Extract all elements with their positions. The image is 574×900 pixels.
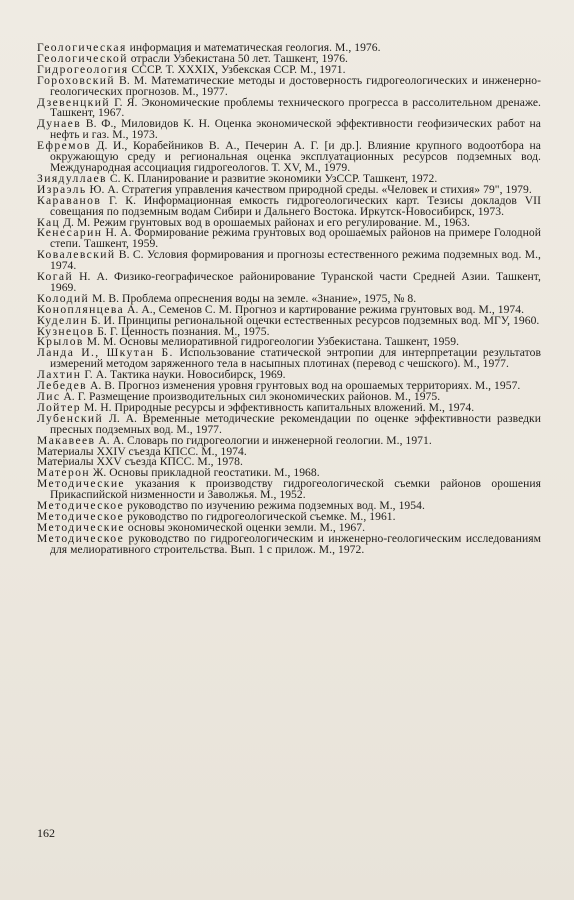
entry-text: СССР. Т. XXXIX, Узбекская ССР. М., 1971. xyxy=(128,62,346,76)
bibliography-entry xyxy=(37,250,541,272)
entry-text: основы экономической оценки земли. М., 1967. xyxy=(124,520,366,534)
entry-author: Кузнецов xyxy=(37,324,95,338)
entry-author: Лахтин xyxy=(37,368,82,382)
bibliography-entry xyxy=(37,411,541,436)
page-number: 162 xyxy=(37,826,55,840)
entry-text: Н. А. Формирование режима грунтовых вод орошаемых районов на примере Голодной степи. Ташкент, 1959. xyxy=(50,226,541,251)
entry-text: Использование статической энтропии для интерпретации результатов измерений методом заряженного тела в насыпных плотинах (перевод с чешского). М., 1977. xyxy=(50,346,541,371)
entry-text: М. М. Основы мелиоративной гидрогеологии Узбекистана. Ташкент, 1959. xyxy=(83,335,460,349)
entry-author: Лис xyxy=(37,390,61,403)
bibliography-entry xyxy=(37,479,541,501)
bibliography-entry xyxy=(37,193,541,218)
entry-text: В. Ф., Миловидов К. Н. Оценка экономической эффективности геофизических работ на нефть и газ. М., 1973. xyxy=(50,117,541,142)
entry-author: Израэль xyxy=(37,182,87,196)
entry-author: Методические xyxy=(37,520,125,534)
entry-text: Л. А. Временные методические рекомендации по оценке эффективности разведки пресных подземных вод. М., 1977. xyxy=(50,411,541,436)
entry-text: информация и математическая геология. М., 1976. xyxy=(126,41,381,54)
entry-text: Д. М. Режим грунтовых вод в орошаемых районах и его регулирование. М., 1963. xyxy=(60,215,470,229)
entry-author: Геологической xyxy=(37,51,128,65)
bibliography-entry xyxy=(37,95,541,120)
entry-text: руководство по гидрогеологической съемке. М., 1961. xyxy=(124,509,396,523)
entry-author: Кенесарин xyxy=(37,226,103,240)
entry-text: Г. К. Информационная емкость гидрогеологических карт. Тезисы докладов VII совещания по подземным водам Сибири и Дальнего Востока. Иркутск-Новосибирск, 1973. xyxy=(50,193,541,218)
entry-author: Когай xyxy=(37,270,74,284)
bibliography-entry xyxy=(37,348,541,370)
entry-author: Куделин xyxy=(37,313,88,327)
entry-text: Д. И., Корабейников В. А., Печерин А. Г. [и др.]. Влияние крупного водоотбора на окружающую среду и региональная оценка эксплуатационных ресурсов подземных вод. Международная ассоциация гидрогеологов. Т. XV, М., 1979. xyxy=(50,139,541,174)
entry-author: Геологическая xyxy=(37,41,127,54)
entry-text: Ю. А. Стратегия управления качеством природной среды. «Человек и стихия» 79", 1979. xyxy=(86,182,532,196)
entry-text: Г. Я. Экономические проблемы технического прогресса в расcолительном дренаже. Ташкент, 1967. xyxy=(50,95,541,120)
entry-text: Б. И. Принципы региональной оцечки естественных ресурсов подземных вод. МГУ, 1960. xyxy=(87,313,540,327)
entry-text: А. А. Словарь по гидрогеологии и инженерной геологии. М., 1971. xyxy=(95,433,432,447)
entry-text: руководство по гидрогеологическим и инженерно-геологическим исследованиям для мелиоративного строительства. Вып. 1 с прилож. М., 1972. xyxy=(50,531,541,556)
entry-author: Гидрогеология xyxy=(37,62,129,76)
entry-author: Методические xyxy=(37,477,125,491)
entry-text: А. А., Семенов С. М. Прогноз и картирование режима грунтовых вод. М., 1974. xyxy=(124,302,525,316)
entry-author: Матерон xyxy=(37,466,90,480)
bibliography-list xyxy=(37,43,541,556)
entry-text: А. В. Прогноз изменения уровня грунтовых вод на орошаемых территориях. М., 1957. xyxy=(87,379,521,393)
entry-author: Караванов xyxy=(37,193,102,207)
entry-author: Дунаев xyxy=(37,117,82,131)
entry-text: Материалы XXV съезда КПСС. М., 1978. xyxy=(37,455,243,469)
entry-author: Коноплянцева xyxy=(37,302,125,316)
bibliography-entry xyxy=(37,228,541,250)
entry-author: Методическое xyxy=(37,499,125,513)
entry-author: Лебедев xyxy=(37,379,87,393)
entry-text: указания к производству гидрогеологической съемки районов орошения Прикаспийской низменности и Заволжья. М., 1952. xyxy=(50,477,541,502)
bibliography-entry xyxy=(37,531,541,556)
entry-text: С. К. Планирование и развитие экономики УзССР. Ташкент, 1972. xyxy=(106,171,438,185)
entry-text: А. Г. Размещение производительных сил экономических районов. М., 1975. xyxy=(60,390,441,403)
bibliography-entry xyxy=(37,272,541,294)
entry-author: Зиядуллаев xyxy=(37,171,107,185)
entry-author: Ефремов xyxy=(37,139,91,153)
entry-author: Ланда И., Шкутан Б. xyxy=(37,346,174,360)
entry-author: Гороховский xyxy=(37,73,115,87)
entry-text: руководство по изучению режима подземных вод. М., 1954. xyxy=(124,499,425,513)
entry-author: Лубенский xyxy=(37,411,104,425)
entry-text: отрасли Узбекистана 50 лет. Ташкент, 1976. xyxy=(127,51,348,65)
bibliography-entry xyxy=(37,141,541,174)
entry-text: Ж. Основы прикладной геостатики. М., 1968. xyxy=(89,466,320,480)
entry-author: Кац xyxy=(37,215,61,229)
entry-text: Г. А. Тактика науки. Новосибирск, 1969. xyxy=(81,368,286,382)
entry-text: Материалы XXIV съезда КПСС. М., 1974. xyxy=(37,444,247,458)
entry-author: Макавеев xyxy=(37,433,96,447)
bibliography-entry xyxy=(37,73,541,98)
entry-text: В. М. Математические методы и достоверность гидрогеологических и инженерно-геологических прогнозов. М., 1977. xyxy=(50,73,541,98)
entry-author: Дзевенцкий xyxy=(37,95,110,109)
entry-author: Крылов xyxy=(37,335,84,349)
entry-text: Н. А. Физико-географическое районирование Туранской части Средней Азии. Ташкент, 1969. xyxy=(50,270,541,294)
bibliography-entry xyxy=(37,119,541,141)
entry-author: Ковалевский xyxy=(37,248,116,262)
entry-text: М. В. Проблема опреснения воды на земле. «Знание», 1975, № 8. xyxy=(89,291,417,305)
entry-text: Б. Г. Ценность познания. М., 1975. xyxy=(94,324,270,338)
entry-text: В. С. Условия формирования и прогнозы естественного режима подземных вод. М., 1974. xyxy=(50,248,541,273)
entry-author: Лойтер xyxy=(37,400,81,414)
entry-author: Методическое xyxy=(37,531,125,545)
entry-author: Методическое xyxy=(37,509,125,523)
entry-text: М. Н. Природные ресурсы и эффективность капитальных вложений. М., 1974. xyxy=(81,400,475,414)
entry-author: Колодий xyxy=(37,291,90,305)
